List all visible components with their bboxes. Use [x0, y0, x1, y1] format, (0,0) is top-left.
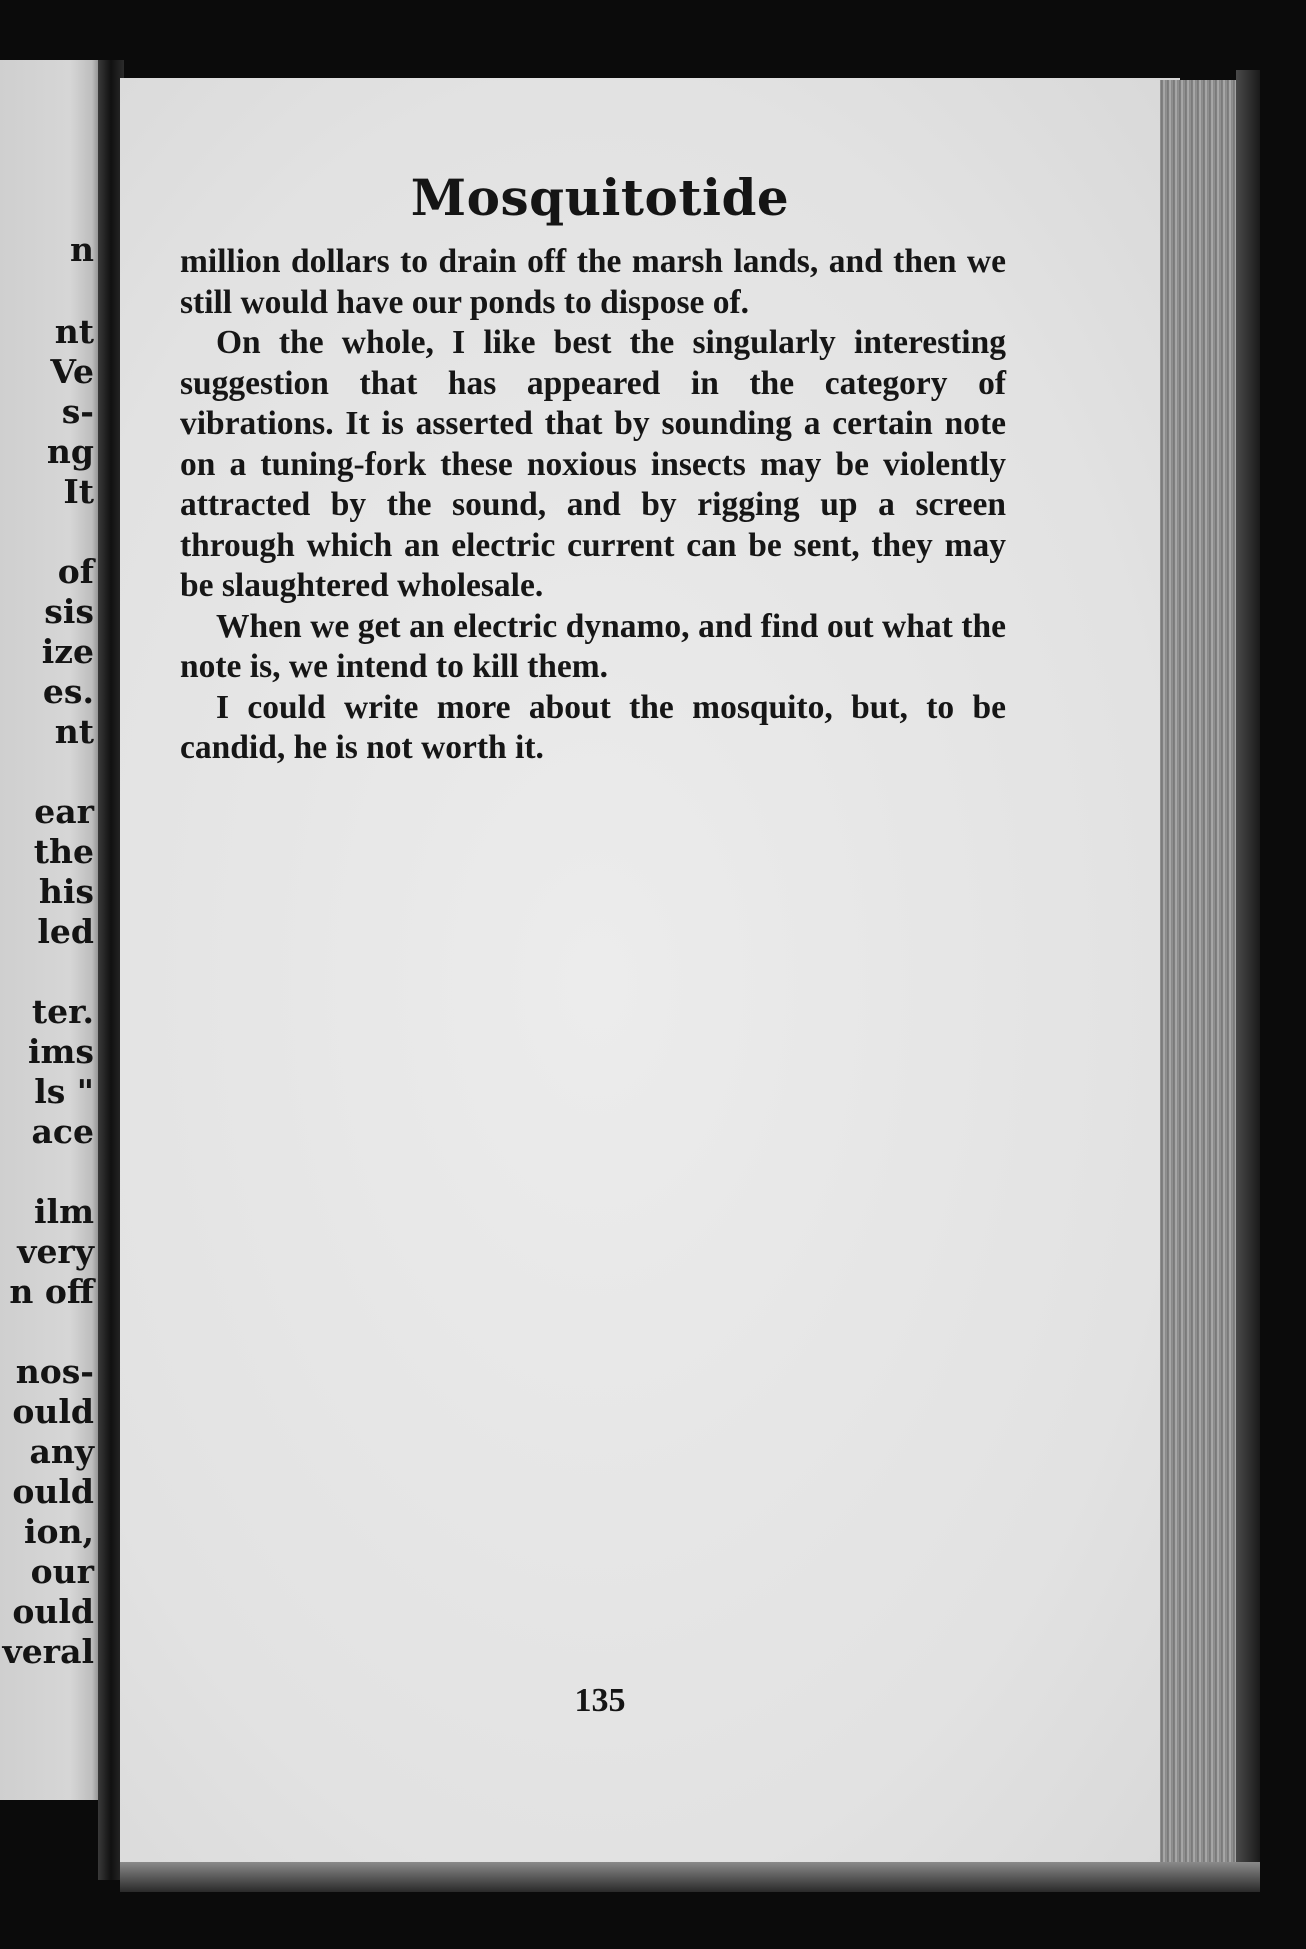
left-fragment: Ve: [50, 352, 94, 391]
left-fragment: of: [57, 552, 94, 591]
left-fragment: ize: [41, 632, 94, 671]
left-fragment: his: [38, 872, 94, 911]
left-fragment: ter.: [31, 992, 94, 1031]
page-edge-shadow: [1236, 70, 1260, 1890]
left-fragment: es.: [42, 672, 94, 711]
page-bottom-shadow: [120, 1862, 1260, 1892]
left-fragment: s-: [61, 392, 94, 431]
left-fragment: ls ": [34, 1072, 94, 1111]
left-fragment: the: [33, 832, 94, 871]
left-fragment: ould: [12, 1392, 94, 1431]
paragraph: When we get an electric dynamo, and find out what the note is, we intend to kill them.: [180, 607, 1006, 685]
left-fragment: nt: [54, 712, 94, 751]
paragraph: million dollars to drain off the marsh lands, and then we still would have our ponds to dispose of.: [180, 243, 1006, 321]
body-text: [180, 242, 1006, 769]
left-fragment: ng: [46, 432, 94, 471]
page-edge-stack: [1160, 80, 1240, 1880]
left-fragment: led: [37, 912, 94, 951]
left-fragment: very: [17, 1232, 94, 1271]
paragraph: I could write more about the mosquito, but, to be candid, he is not worth it.: [180, 688, 1006, 766]
left-fragment: nos-: [15, 1352, 94, 1391]
left-fragment: ould: [12, 1592, 94, 1631]
left-fragment: nt: [54, 312, 94, 351]
left-fragment: veral: [2, 1632, 94, 1671]
left-fragment: ims: [27, 1032, 94, 1071]
left-fragment: ear: [34, 792, 94, 831]
page-number: 135: [574, 1682, 626, 1719]
previous-page-edge: [0, 60, 100, 1800]
running-head: Mosquitotide: [410, 168, 790, 227]
left-fragment: n off: [9, 1272, 94, 1311]
left-fragment: It: [63, 472, 94, 511]
left-fragment: ion,: [23, 1512, 94, 1551]
left-fragment: n: [70, 230, 94, 269]
left-fragment: ilm: [34, 1192, 94, 1231]
left-fragment: ould: [12, 1472, 94, 1511]
paragraph: On the whole, I like best the singularly interesting suggestion that has appeared in the category of vibrations. It is asserted that by sounding a certain note on a tuning-fork these noxious insects may be violently attracted by the sound, and by rigging up a screen through which an electric current can be sent, they may be slaughtered wholesale.: [180, 324, 1006, 604]
left-fragment: sis: [44, 592, 94, 631]
left-fragment: any: [29, 1432, 94, 1471]
left-fragment: ace: [31, 1112, 94, 1151]
left-fragment: our: [30, 1552, 94, 1591]
